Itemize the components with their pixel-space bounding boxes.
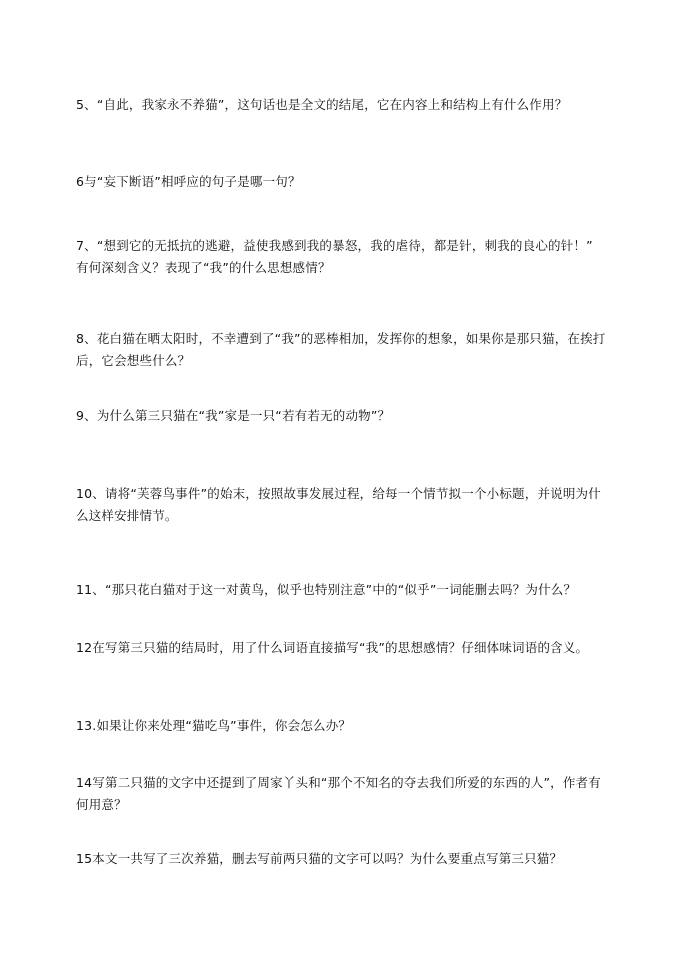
question-6-line-1: 6与“妄下断语”相呼应的句子是哪一句？ xyxy=(76,174,301,189)
question-8-line-1: 8、花白猫在晒太阳时，不幸遭到了“我”的恶棒相加，发挥你的想象，如果你是那只猫，在挨打 xyxy=(76,331,606,346)
question-13 xyxy=(76,715,616,737)
question-12 xyxy=(76,637,616,659)
question-15 xyxy=(76,848,616,870)
question-13-line-1: 13.如果让你来处理“猫吃鸟”事件，你会怎么办？ xyxy=(76,718,352,733)
question-14-line-2: 何用意？ xyxy=(76,797,127,812)
question-15-line-1: 15本文一共写了三次养猫，删去写前两只猫的文字可以吗？为什么要重点写第三只猫？ xyxy=(76,851,563,866)
question-14 xyxy=(76,772,616,816)
question-8 xyxy=(76,328,616,372)
question-7 xyxy=(76,235,616,279)
question-12-line-1: 12在写第三只猫的结局时，用了什么词语直接描写“我”的思想感情？仔细体味词语的含义。 xyxy=(76,640,589,655)
question-11-line-1: 11、“那只花白猫对于这一对黄鸟，似乎也特别注意”中的“似乎”一词能删去吗？为什么？ xyxy=(76,582,577,597)
question-6 xyxy=(76,171,616,193)
question-14-line-1: 14写第二只猫的文字中还提到了周家丫头和“那个不知名的夺去我们所爱的东西的人”，作者有 xyxy=(76,775,601,790)
question-10-line-2: 么这样安排情节。 xyxy=(76,508,178,523)
question-5 xyxy=(76,94,616,116)
question-9-line-1: 9、为什么第三只猫在“我”家是一只“若有若无的动物”？ xyxy=(76,408,391,423)
question-11 xyxy=(76,579,616,601)
question-8-line-2: 后，它会想些什么？ xyxy=(76,353,191,368)
question-9 xyxy=(76,405,616,427)
question-5-line-1: 5、“自此，我家永不养猫”，这句话也是全文的结尾，它在内容上和结构上有什么作用？ xyxy=(76,97,568,112)
question-7-line-1: 7、“想到它的无抵抗的逃避，益使我感到我的暴怒，我的虐待，都是针，刺我的良心的针！” xyxy=(76,238,593,253)
question-7-line-2: 有何深刻含义？表现了“我”的什么思想感情？ xyxy=(76,260,331,275)
question-10 xyxy=(76,483,616,527)
question-10-line-1: 10、请将“芙蓉鸟事件”的始末，按照故事发展过程，给每一个情节拟一个小标题，并说明为什 xyxy=(76,486,601,501)
